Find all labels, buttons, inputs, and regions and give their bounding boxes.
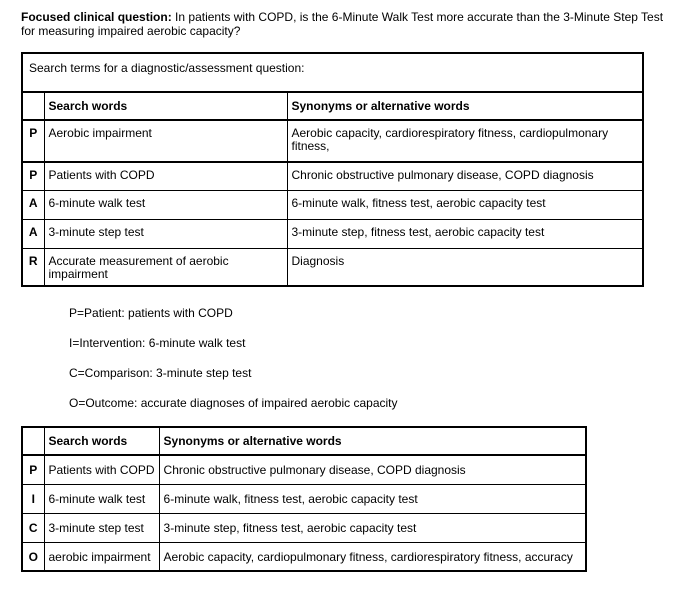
focused-question — [21, 10, 666, 38]
row-synonyms: Chronic obstructive pulmonary disease, COPD diagnosis — [159, 455, 586, 484]
row-synonyms: 3-minute step, fitness test, aerobic capacity test — [287, 219, 643, 248]
pico-outcome: O=Outcome: accurate diagnoses of impaired aerobic capacity — [69, 396, 398, 410]
row-search-word: 6-minute walk test — [44, 190, 287, 219]
question-text: In patients with COPD, is the 6-Minute Walk Test more accurate than the 3-Minute Step Test for measuring impaired aerobic capacity? — [21, 10, 664, 38]
row-search-word: 3-minute step test — [44, 219, 287, 248]
row-synonyms: Aerobic capacity, cardiorespiratory fitness, cardiopulmonary fitness, — [287, 120, 643, 162]
pico-intervention: I=Intervention: 6-minute walk test — [69, 336, 246, 350]
row-search-word: 3-minute step test — [44, 513, 159, 542]
row-synonyms: 6-minute walk, fitness test, aerobic capacity test — [159, 484, 586, 513]
search-terms-table-2 — [21, 426, 587, 572]
table-row — [22, 248, 643, 286]
pico-patient: P=Patient: patients with COPD — [69, 306, 233, 320]
question-label: Focused clinical question: — [21, 10, 172, 24]
row-search-word: Patients with COPD — [44, 162, 287, 190]
row-search-word: Patients with COPD — [44, 455, 159, 484]
table-row — [22, 219, 643, 248]
row-synonyms: 6-minute walk, fitness test, aerobic capacity test — [287, 190, 643, 219]
table-row — [22, 513, 586, 542]
row-synonyms: Diagnosis — [287, 248, 643, 286]
table-row — [22, 484, 586, 513]
table2-header-letter — [22, 427, 44, 455]
row-synonyms: 3-minute step, fitness test, aerobic capacity test — [159, 513, 586, 542]
row-search-word: Accurate measurement of aerobic impairment — [44, 248, 287, 286]
table-row — [22, 120, 643, 162]
row-letter: I — [22, 484, 44, 513]
row-letter: C — [22, 513, 44, 542]
row-letter: O — [22, 542, 44, 571]
row-letter: A — [22, 219, 44, 248]
table1-header-search: Search words — [44, 92, 287, 120]
row-letter: R — [22, 248, 44, 286]
table1-header-letter — [22, 92, 44, 120]
row-letter: P — [22, 120, 44, 162]
pico-comparison: C=Comparison: 3-minute step test — [69, 366, 252, 380]
table2-header-search: Search words — [44, 427, 159, 455]
table1-caption: Search terms for a diagnostic/assessment question: — [22, 53, 643, 92]
table-row — [22, 455, 586, 484]
search-terms-table-1 — [21, 52, 644, 287]
row-search-word: aerobic impairment — [44, 542, 159, 571]
row-letter: P — [22, 162, 44, 190]
table1-header-synonyms: Synonyms or alternative words — [287, 92, 643, 120]
table-row — [22, 162, 643, 190]
row-letter: P — [22, 455, 44, 484]
table2-header-row — [22, 427, 586, 455]
row-synonyms: Chronic obstructive pulmonary disease, COPD diagnosis — [287, 162, 643, 190]
row-letter: A — [22, 190, 44, 219]
row-search-word: Aerobic impairment — [44, 120, 287, 162]
table1-header-row — [22, 92, 643, 120]
table-row — [22, 542, 586, 571]
row-synonyms: Aerobic capacity, cardiopulmonary fitness, cardiorespiratory fitness, accuracy — [159, 542, 586, 571]
table2-header-synonyms: Synonyms or alternative words — [159, 427, 586, 455]
table-row — [22, 190, 643, 219]
row-search-word: 6-minute walk test — [44, 484, 159, 513]
